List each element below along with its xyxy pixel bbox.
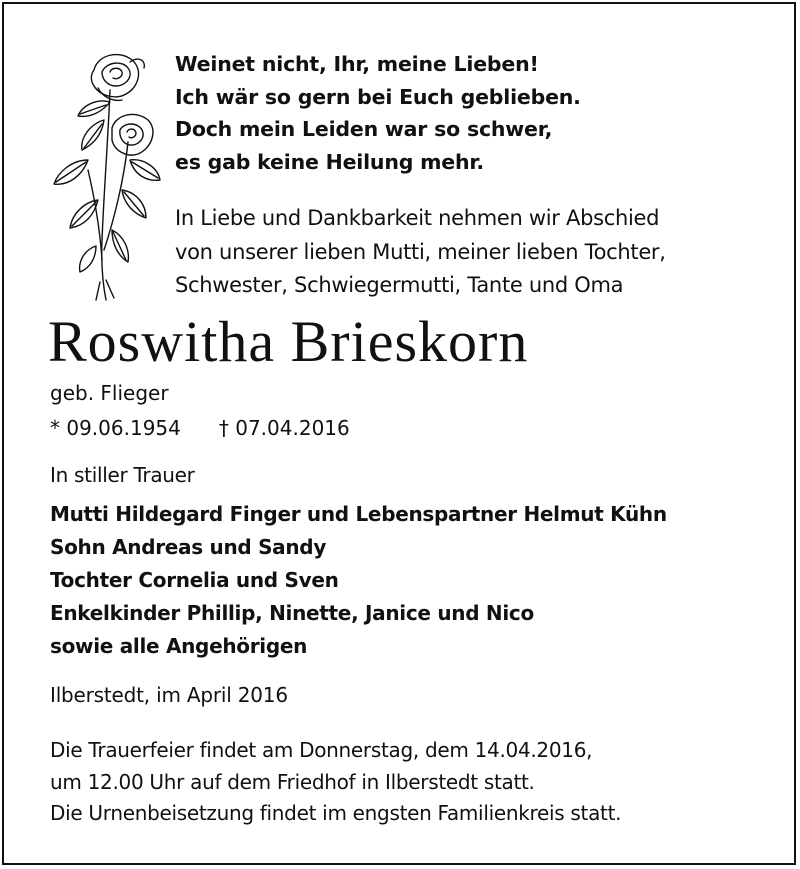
poem-line: Weinet nicht, Ihr, meine Lieben! [175,52,539,76]
funeral-info [50,735,621,830]
intro-line: Schwester, Schwiegermutti, Tante und Oma [175,273,624,297]
poem-line: Ich wär so gern bei Euch geblieben. [175,84,581,109]
poem-line: es gab keine Heilung mehr. [175,149,484,174]
birth-date: * 09.06.1954 [50,416,181,440]
intro-line: von unserer lieben Mutti, meiner lieben Tochter, [175,239,666,264]
life-dates [50,413,350,443]
funeral-info-line: Die Urnenbeisetzung findet im engsten Familienkreis statt. [50,801,622,825]
mourners-list [50,498,667,663]
poem [175,48,581,178]
mourner-line: Tochter Cornelia und Sven [50,568,339,592]
mourner-line: Sohn Andreas und Sandy [50,535,327,559]
mourner-line: Enkelkinder Phillip, Ninette, Janice und Nico [50,601,534,625]
roses-icon [40,50,164,302]
obituary-notice [2,2,796,865]
mourner-line: Mutti Hildegard Finger und Lebenspartner Helmut Kühn [50,502,667,526]
mourning-label: In stiller Trauer [50,463,195,487]
funeral-info-line: Die Trauerfeier findet am Donnerstag, dem 14.04.2016, [50,738,593,762]
intro-text [175,202,666,303]
intro-line: In Liebe und Dankbarkeit nehmen wir Abschied [175,206,660,230]
born-name: geb. Flieger [50,381,169,405]
deceased-name: Roswitha Brieskorn [48,309,529,374]
poem-line: Doch mein Leiden war so schwer, [175,117,553,141]
funeral-info-line: um 12.00 Uhr auf dem Friedhof in Ilberstedt statt. [50,769,535,794]
mourner-line: sowie alle Angehörigen [50,634,308,658]
death-date: † 07.04.2016 [218,416,350,440]
place-date: Ilberstedt, im April 2016 [50,683,288,707]
